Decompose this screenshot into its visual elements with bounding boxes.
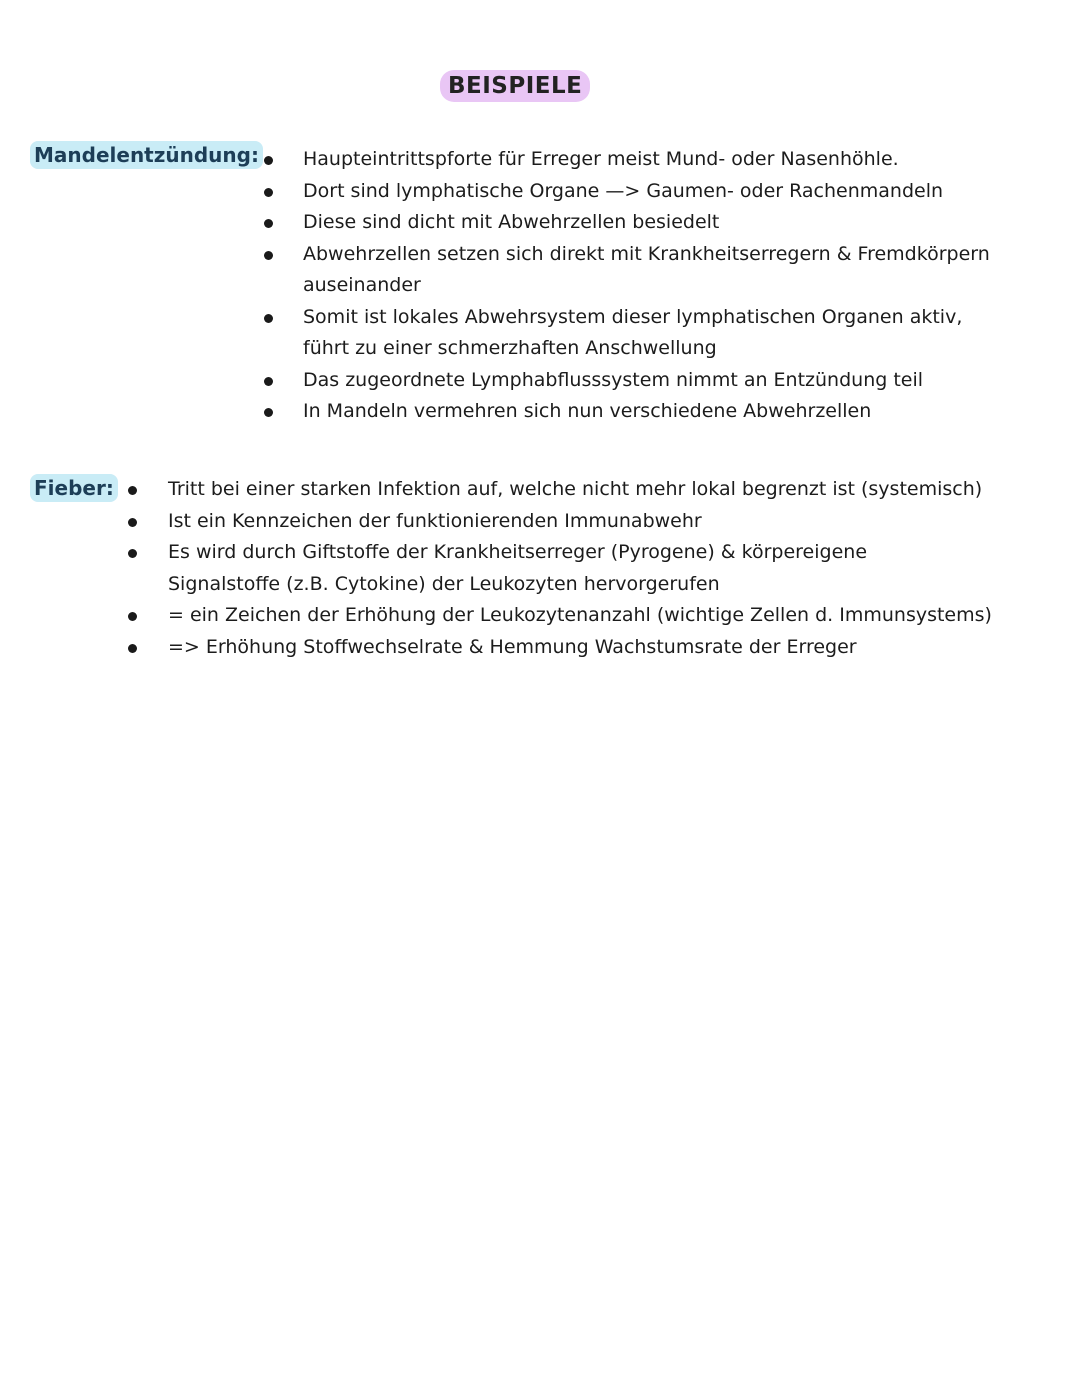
list-item-text: Es wird durch Giftstoffe der Krankheitserreger (Pyrogene) & körpereigene [168, 541, 868, 563]
bullet-icon [128, 644, 137, 653]
bullet-icon [128, 549, 137, 558]
list-item [256, 239, 1046, 302]
bullet-icon [128, 612, 137, 621]
list-item-text: Haupteintrittspforte für Erreger meist Mund- oder Nasenhöhle. [303, 148, 899, 170]
section-label-mandelentzuendung: Mandelentzündung: [30, 141, 263, 169]
bullet-icon [264, 377, 273, 386]
list-item [120, 506, 1055, 538]
list-item-text: Somit ist lokales Abwehrsystem dieser lymphatischen Organen aktiv, [303, 305, 963, 328]
bullet-icon [264, 188, 273, 197]
list-item-text: Das zugeordnete Lymphabflusssystem nimmt an Entzündung teil [303, 368, 924, 391]
list-item-text: In Mandeln vermehren sich nun verschiedene Abwehrzellen [303, 400, 872, 422]
bullet-icon [264, 408, 273, 417]
bullet-icon [264, 251, 273, 260]
list-item-text: Abwehrzellen setzen sich direkt mit Krankheitserregern & Fremdkörpern [303, 242, 990, 265]
list-item-text: Diese sind dicht mit Abwehrzellen besiedelt [303, 211, 720, 233]
list-item-text-continued: auseinander [303, 274, 421, 296]
list-item [120, 474, 1055, 506]
list-item [256, 176, 1046, 208]
list-item-text: = ein Zeichen der Erhöhung der Leukozytenanzahl (wichtige Zellen d. Immunsystems) [168, 604, 992, 626]
list-item [120, 632, 1055, 664]
list-item-text: Ist ein Kennzeichen der funktionierenden Immunabwehr [168, 509, 702, 532]
bullet-list-fieber [120, 474, 1055, 663]
bullet-icon [264, 314, 273, 323]
list-item-text: Tritt bei einer starken Infektion auf, welche nicht mehr lokal begrenzt ist (systemisch) [168, 478, 983, 500]
list-item [120, 537, 1055, 600]
section-label-fieber: Fieber: [30, 474, 118, 502]
bullet-icon [128, 486, 137, 495]
bullet-icon [264, 156, 273, 165]
page-title: BEISPIELE [440, 70, 590, 102]
list-item [256, 207, 1046, 239]
list-item [256, 302, 1046, 365]
list-item [256, 144, 1046, 176]
list-item-text: => Erhöhung Stoffwechselrate & Hemmung Wachstumsrate der Erreger [168, 635, 857, 658]
list-item [256, 396, 1046, 428]
bullet-icon [128, 518, 137, 527]
list-item [120, 600, 1055, 632]
bullet-list-mandelentzuendung [256, 144, 1046, 428]
list-item-text: Dort sind lymphatische Organe —> Gaumen- oder Rachenmandeln [303, 179, 944, 202]
bullet-icon [264, 219, 273, 228]
list-item [256, 365, 1046, 397]
list-item-text-continued: führt zu einer schmerzhaften Anschwellung [303, 337, 717, 359]
list-item-text-continued: Signalstoffe (z.B. Cytokine) der Leukozyten hervorgerufen [168, 572, 720, 595]
